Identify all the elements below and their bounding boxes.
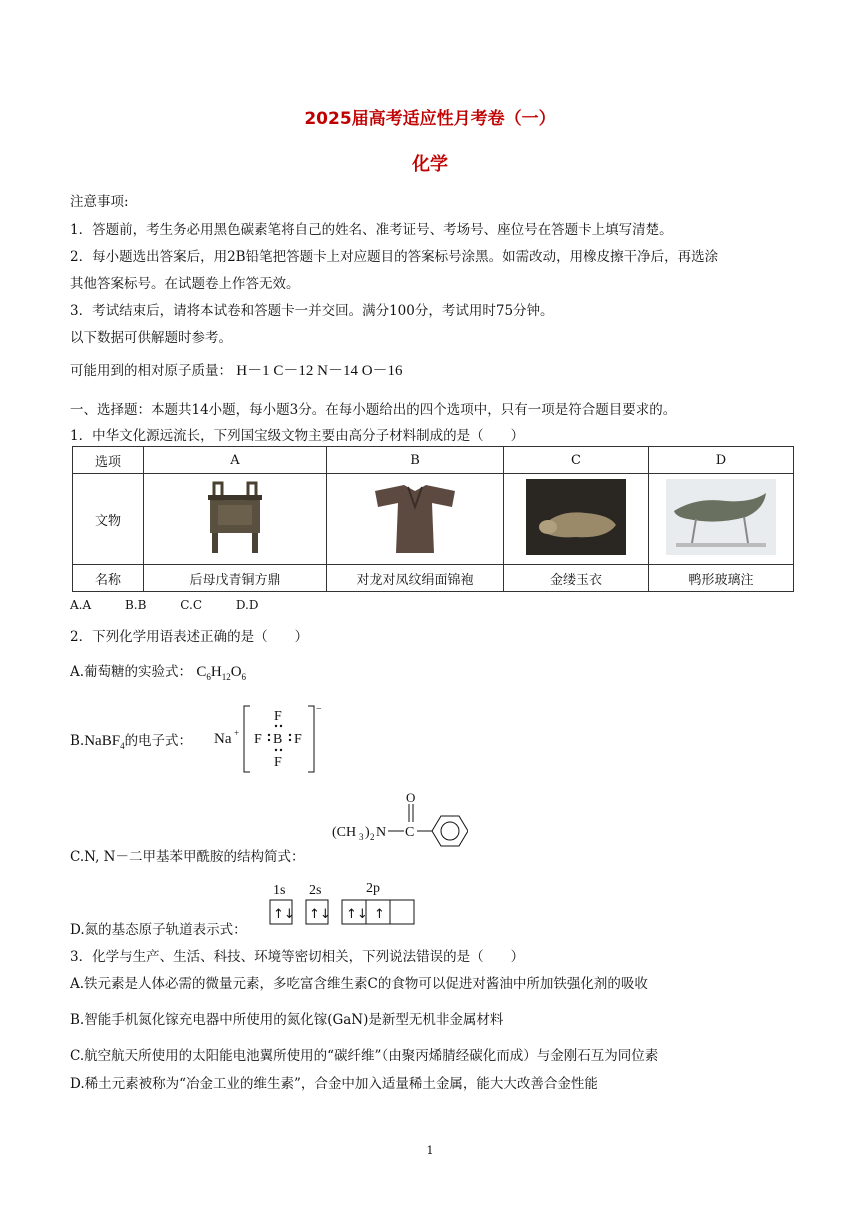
nitrogen-orbital-diagram <box>266 878 416 928</box>
q2-option-c-prefix: C. <box>70 849 85 865</box>
svg-text:−: − <box>316 704 322 715</box>
artifact-image-d <box>649 474 794 565</box>
svg-text:+: + <box>234 728 240 738</box>
atomic-mass-line <box>70 359 403 380</box>
svg-text:): ) <box>365 825 370 840</box>
q1-option-a: A.A <box>70 598 92 612</box>
q2-option-a <box>70 660 246 682</box>
svg-text:O: O <box>406 790 416 805</box>
svg-text:Na: Na <box>214 731 232 747</box>
section-1-heading: 一、选择题：本题共14小题，每小题3分。在每小题给出的四个选项中，只有一项是符合题目要求的。 <box>70 402 677 418</box>
question-1-options <box>70 598 288 612</box>
svg-text:↑↓: ↑↓ <box>346 907 368 922</box>
artifact-table <box>72 446 794 592</box>
svg-text:F: F <box>254 732 262 747</box>
notice-item-1: 1．答题前，考生务必用黑色碳素笔将自己的姓名、准考证号、考场号、座位号在答题卡上填写清楚。 <box>70 222 673 238</box>
svg-text:↑↓: ↑↓ <box>273 907 295 922</box>
glucose-formula: $C_6H_{12}O_6$ <box>196 664 247 682</box>
q3-option-a: A.铁元素是人体必需的微量元素，多吃富含维生素C的食物可以促进对酱油中所加铁强化剂的吸收 <box>70 976 648 992</box>
table-header-option: 选项 <box>73 447 144 474</box>
electron-dot-structure <box>210 700 330 776</box>
exam-title: 2025届高考适应性月考卷（一） <box>304 109 556 129</box>
artifact-name-c: 金缕玉衣 <box>504 565 649 592</box>
artifact-name-d: 鸭形玻璃注 <box>649 565 794 592</box>
notice-item-2-cont: 其他答案标号。在试题卷上作答无效。 <box>70 276 300 292</box>
atomic-mass-values: H－1 C－12 N－14 O－16 <box>236 363 403 379</box>
q1-option-b: B.B <box>124 598 147 612</box>
q1-option-d: D.D <box>235 598 259 612</box>
svg-text:F: F <box>274 709 282 724</box>
silk-robe-icon <box>370 477 460 557</box>
svg-text:F: F <box>274 755 282 770</box>
table-cell-option-d: D <box>649 447 794 474</box>
table-cell-option-a: A <box>144 447 327 474</box>
bronze-ding-icon <box>200 477 270 557</box>
notice-item-2: 2．每小题选出答案后，用2B铅笔把答题卡上对应题目的答案标号涂黑。如需改动，用橡皮擦干净后，再选涂 <box>70 249 719 265</box>
svg-text:C: C <box>405 825 415 840</box>
notice-item-4: 以下数据可供解题时参考。 <box>70 330 232 346</box>
table-header-artifact: 文物 <box>73 474 144 565</box>
artifact-image-a <box>144 474 327 565</box>
q2-option-d: D.氮的基态原子轨道表示式： <box>70 922 247 938</box>
q3-option-d: D.稀土元素被称为“冶金工业的维生素”，合金中加入适量稀土金属，能大大改善合金性能 <box>70 1076 598 1092</box>
svg-text:↑: ↑ <box>374 907 385 922</box>
svg-text:3: 3 <box>359 832 364 842</box>
q1-option-c: C.C <box>180 598 203 612</box>
question-3-stem: 3．化学与生产、生活、科技、环境等密切相关，下列说法错误的是（ ） <box>70 949 525 965</box>
table-cell-option-b: B <box>327 447 504 474</box>
svg-text:(CH: (CH <box>332 825 357 840</box>
artifact-name-b: 对龙对凤纹绢面锦袍 <box>327 565 504 592</box>
q2-option-c <box>70 845 304 865</box>
duck-glass-vessel-icon <box>666 479 776 555</box>
svg-text:B: B <box>273 732 283 747</box>
svg-text:↑↓: ↑↓ <box>309 907 331 922</box>
artifact-image-b <box>327 474 504 565</box>
svg-text:1s: 1s <box>273 883 286 898</box>
q2-option-b-prefix: B. <box>70 733 85 749</box>
notice-heading: 注意事项: <box>70 194 129 210</box>
svg-text:2s: 2s <box>309 883 322 898</box>
q3-option-b: B.智能手机氮化镓充电器中所使用的氮化镓(GaN)是新型无机非金属材料 <box>70 1012 504 1028</box>
svg-text:F: F <box>294 732 302 747</box>
question-2-stem: 2．下列化学用语表述正确的是（ ） <box>70 629 309 645</box>
svg-text:2: 2 <box>370 832 375 842</box>
nabf4-formula: NaBF$_4$ <box>84 733 125 751</box>
q2-option-b-suffix: 的电子式： <box>124 733 193 749</box>
table-cell-option-c: C <box>504 447 649 474</box>
q3-option-c: C.航空航天所使用的太阳能电池翼所使用的“碳纤维”（由聚丙烯腈经碳化而成）与金刚石互为同位素 <box>70 1048 659 1064</box>
q2-option-c-text: N, N－二甲基苯甲酰胺的结构简式： <box>84 849 305 865</box>
notice-item-3: 3．考试结束后，请将本试卷和答题卡一并交回。满分100分，考试用时75分钟。 <box>70 303 554 319</box>
atomic-mass-label: 可能用到的相对原子质量： <box>70 363 232 379</box>
q2-option-a-text: A.葡萄糖的实验式： <box>70 664 193 680</box>
table-header-name: 名称 <box>73 565 144 592</box>
svg-text:2p: 2p <box>366 881 380 896</box>
question-1-stem: 1．中华文化源远流长，下列国宝级文物主要由高分子材料制成的是（ ） <box>70 428 525 444</box>
q2-option-b <box>70 729 192 751</box>
artifact-name-a: 后母戊青铜方鼎 <box>144 565 327 592</box>
svg-text:N: N <box>376 825 387 840</box>
jade-suit-icon <box>526 479 626 555</box>
page-number: 1 <box>426 1144 434 1157</box>
dimethylbenzamide-structure <box>332 788 468 858</box>
artifact-image-c <box>504 474 649 565</box>
exam-subject: 化学 <box>412 154 448 175</box>
